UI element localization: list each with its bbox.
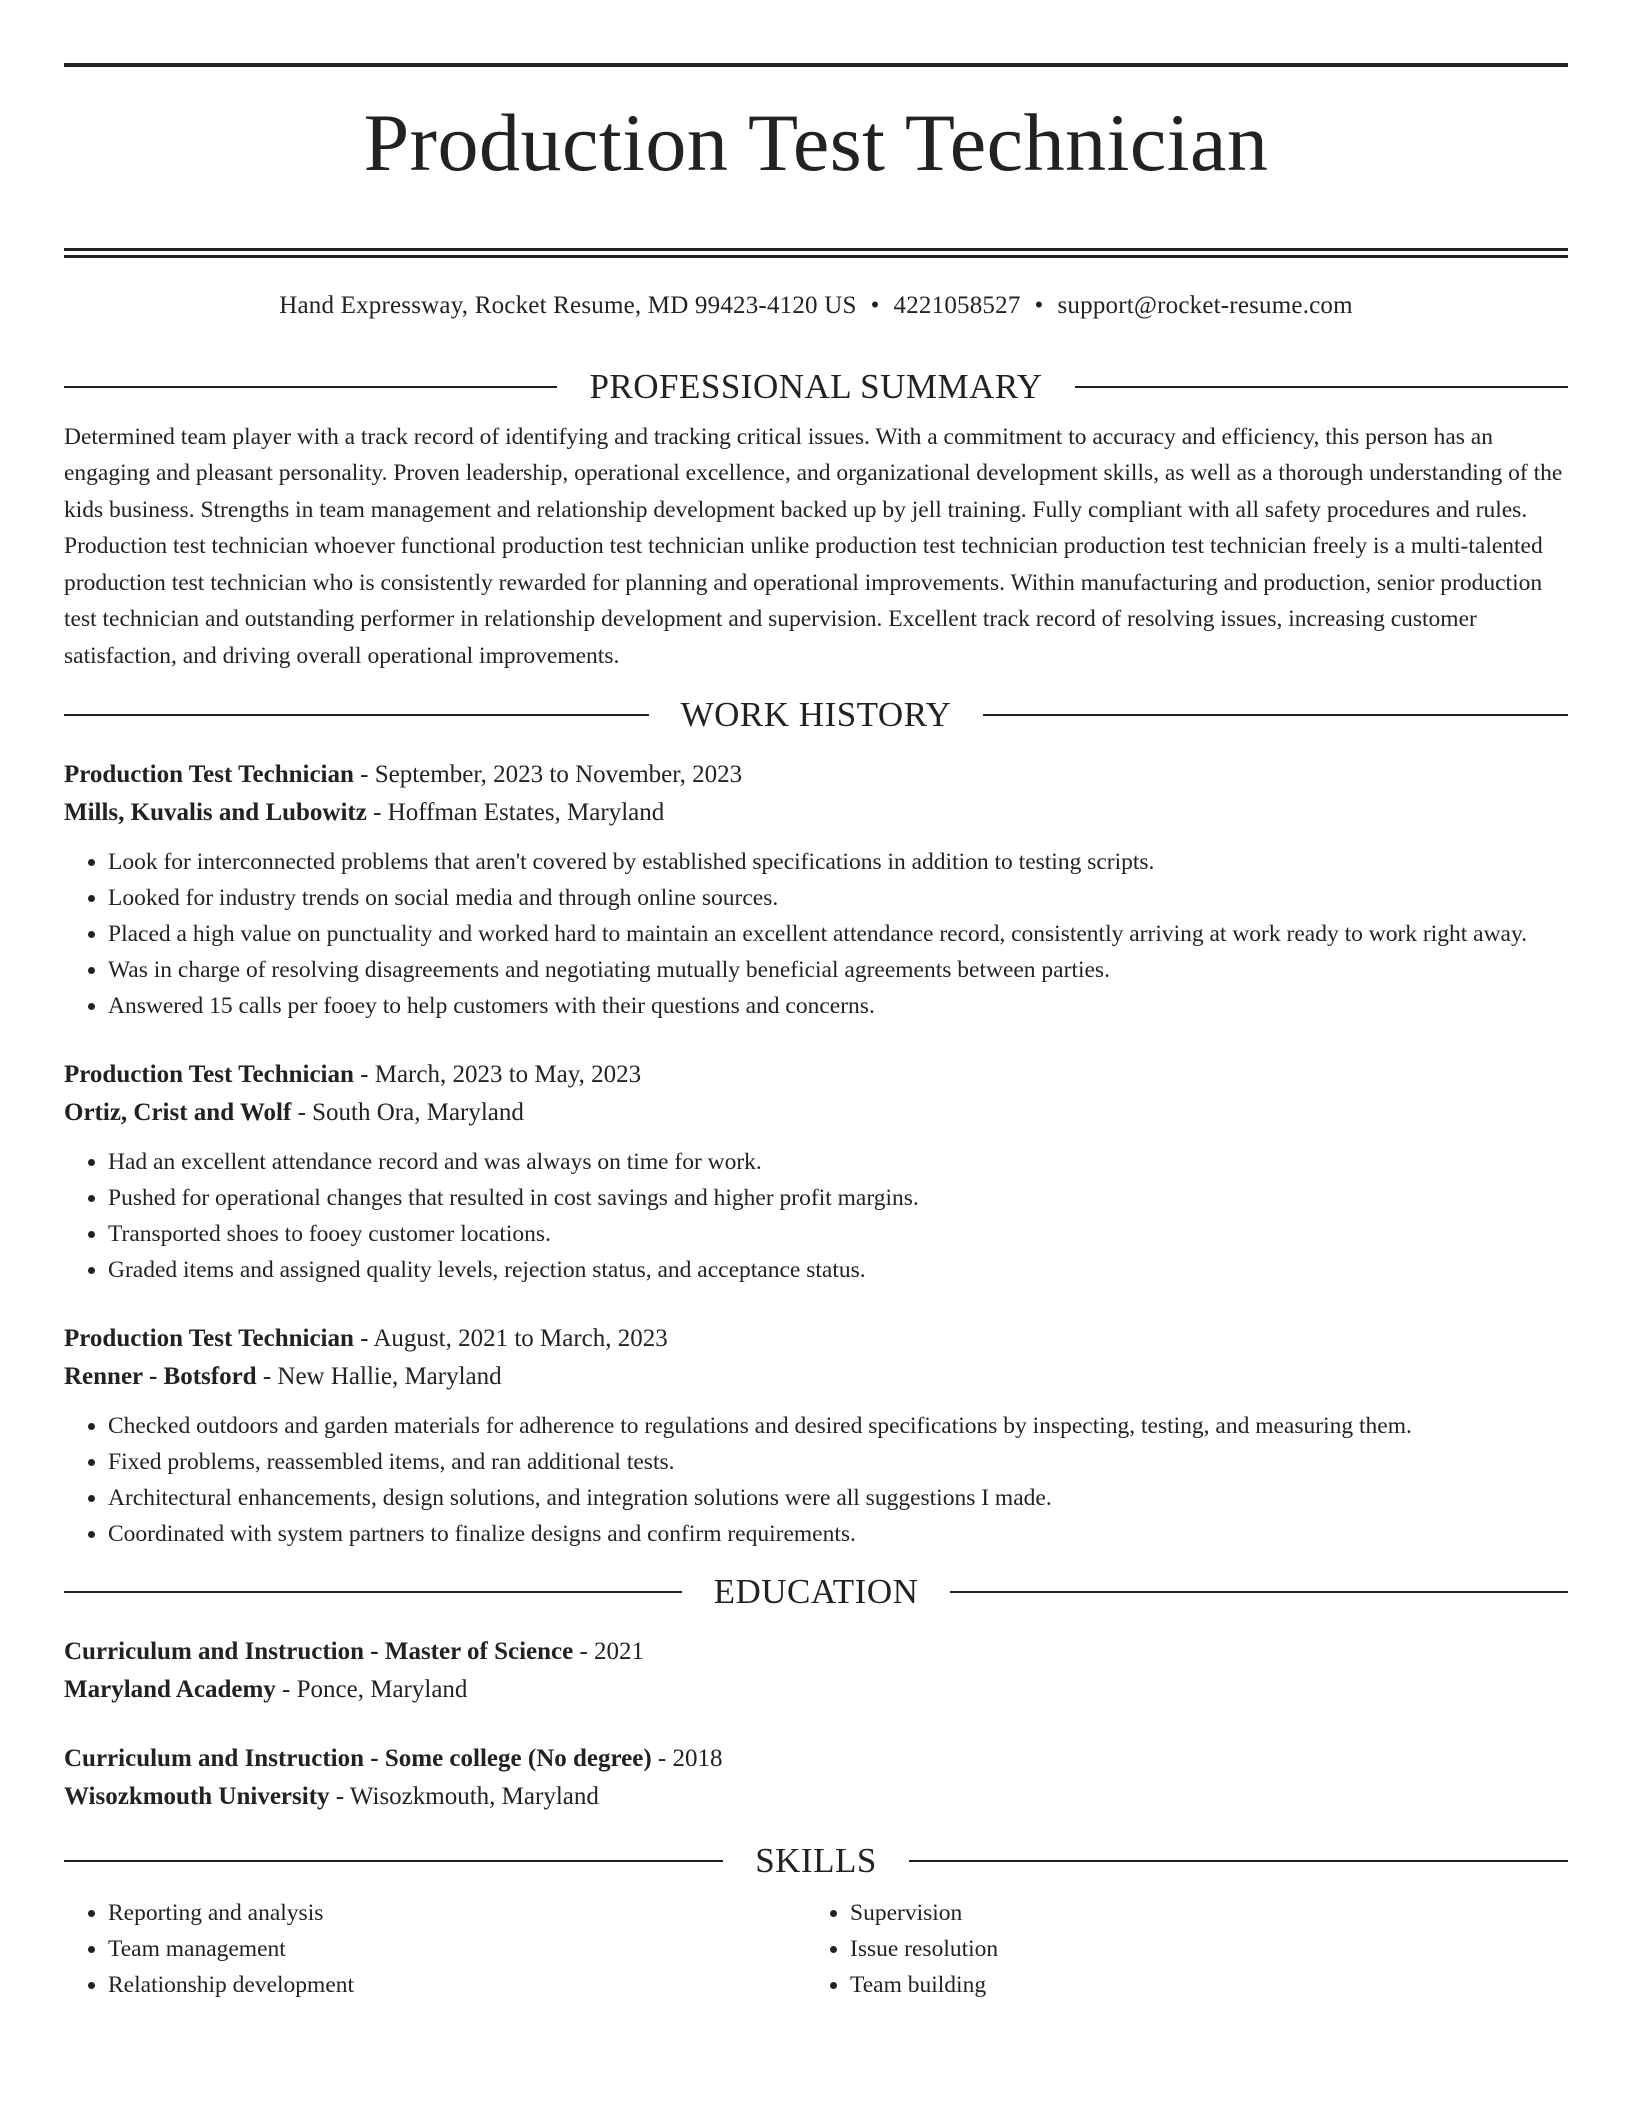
job-bullets: [64, 844, 1568, 1024]
heading-rule-left: [64, 714, 649, 716]
summary-heading: [64, 367, 1568, 407]
education-entry: [64, 1740, 1568, 1816]
contact-address: Hand Expressway, Rocket Resume, MD 99423-4120 US: [279, 291, 857, 319]
job-bullet: • Fixed problems, reassembled items, and ran additional tests.: [108, 1444, 1568, 1480]
skills-column-left: [64, 1895, 806, 2003]
job-bullet: • Transported shoes to fooey customer locations.: [108, 1216, 1568, 1252]
job-bullet: • Checked outdoors and garden materials for adherence to regulations and desired specifications by inspecting, testing, and measuring them.: [108, 1408, 1568, 1444]
school-line: [64, 1671, 1568, 1709]
degree: Curriculum and Instruction - Master of Science: [64, 1638, 574, 1666]
work-title: WORK HISTORY: [680, 695, 952, 735]
job-bullet: • Look for interconnected problems that aren't covered by established specifications in addition to testing scripts.: [108, 844, 1568, 880]
job-dates: - March, 2023 to May, 2023: [353, 1061, 642, 1089]
heading-rule-left: [64, 1860, 723, 1862]
skill-item: • Team management: [108, 1931, 806, 1967]
job-title-line: [64, 1320, 1568, 1358]
job-bullet: • Graded items and assigned quality levels, rejection status, and acceptance status.: [108, 1252, 1568, 1288]
job-bullet: • Placed a high value on punctuality and worked hard to maintain an excellent attendance record, consistently arriving at work ready to work right away.: [108, 916, 1568, 952]
skill-item: • Reporting and analysis: [108, 1895, 806, 1931]
contact-separator: •: [1034, 291, 1044, 319]
heading-rule-right: [950, 1591, 1568, 1593]
job-dates: - August, 2021 to March, 2023: [353, 1325, 668, 1353]
job-company-line: [64, 794, 1568, 832]
job-title-line: [64, 756, 1568, 794]
contact-phone: 4221058527: [893, 291, 1021, 319]
job-entry: [64, 756, 1568, 1024]
skills-heading: [64, 1841, 1568, 1881]
job-title: Production Test Technician: [64, 761, 354, 789]
heading-rule-right: [909, 1860, 1568, 1862]
job-bullet: • Looked for industry trends on social media and through online sources.: [108, 880, 1568, 916]
job-entry: [64, 1056, 1568, 1288]
school-location: - Ponce, Maryland: [275, 1676, 468, 1704]
degree-line: [64, 1633, 1568, 1671]
job-bullet: • Was in charge of resolving disagreements and negotiating mutually beneficial agreements between parties.: [108, 952, 1568, 988]
heading-rule-left: [64, 386, 557, 388]
job-entry: [64, 1320, 1568, 1552]
school: Wisozkmouth University: [64, 1783, 330, 1811]
job-location: - New Hallie, Maryland: [256, 1363, 502, 1391]
heading-rule-right: [1075, 386, 1568, 388]
job-bullet: • Answered 15 calls per fooey to help customers with their questions and concerns.: [108, 988, 1568, 1024]
candidate-name: Production Test Technician: [363, 97, 1269, 188]
job-company-line: [64, 1358, 1568, 1396]
job-bullets: [64, 1408, 1568, 1552]
job-location: - South Ora, Maryland: [291, 1099, 524, 1127]
header-double-rule: [64, 248, 1568, 258]
skills-title: SKILLS: [755, 1841, 877, 1881]
skills-column-right: [806, 1895, 1548, 2003]
job-bullet: • Had an excellent attendance record and was always on time for work.: [108, 1144, 1568, 1180]
education-heading: [64, 1572, 1568, 1612]
job-company-line: [64, 1094, 1568, 1132]
degree: Curriculum and Instruction - Some college (No degree): [64, 1745, 652, 1773]
job-bullets: [64, 1144, 1568, 1288]
education-title: EDUCATION: [713, 1572, 919, 1612]
job-bullet: • Architectural enhancements, design solutions, and integration solutions were all suggestions I made.: [108, 1480, 1568, 1516]
degree-year: - 2018: [651, 1745, 723, 1773]
job-title: Production Test Technician: [64, 1061, 354, 1089]
contact-separator: •: [870, 291, 880, 319]
heading-rule-left: [64, 1591, 682, 1593]
summary-text: Determined team player with a track record of identifying and tracking critical issues. With a commitment to accuracy and efficiency, this person has an engaging and pleasant personality. Proven leadership, operational excellence, and organizational development skills, as well as a thorough understanding of the kids business. Strengths in team management and relationship development backed up by jell training. Fully compliant with all safety procedures and rules. Production test technician whoever functional production test technician unlike production test technician production test technician freely is a multi-talented production test technician who is consistently rewarded for planning and operational improvements. Within manufacturing and production, senior production test technician and outstanding performer in relationship development and supervision. Excellent track record of resolving issues, increasing customer satisfaction, and driving overall operational improvements.: [64, 423, 1563, 669]
job-bullet: • Pushed for operational changes that resulted in cost savings and higher profit margins.: [108, 1180, 1568, 1216]
school-location: - Wisozkmouth, Maryland: [329, 1783, 599, 1811]
job-dates: - September, 2023 to November, 2023: [353, 761, 743, 789]
heading-rule-right: [983, 714, 1568, 716]
skills-bullets: [64, 1895, 806, 2003]
skill-item: • Supervision: [850, 1895, 1548, 1931]
work-heading: [64, 695, 1568, 735]
skills-list: [64, 1895, 1568, 2003]
contact-line: [64, 291, 1568, 321]
job-company: Mills, Kuvalis and Lubowitz: [64, 799, 367, 827]
summary-title: PROFESSIONAL SUMMARY: [589, 366, 1043, 406]
skill-item: • Relationship development: [108, 1967, 806, 2003]
resume-page: [64, 0, 1568, 2003]
skill-item: • Team building: [850, 1967, 1548, 2003]
top-rule: [64, 63, 1568, 67]
school-line: [64, 1778, 1568, 1816]
job-bullet: • Coordinated with system partners to finalize designs and confirm requirements.: [108, 1516, 1568, 1552]
degree-year: - 2021: [573, 1638, 645, 1666]
job-title: Production Test Technician: [64, 1325, 354, 1353]
degree-line: [64, 1740, 1568, 1778]
job-title-line: [64, 1056, 1568, 1094]
skill-item: • Issue resolution: [850, 1931, 1548, 1967]
contact-email: support@rocket-resume.com: [1057, 291, 1353, 319]
school: Maryland Academy: [64, 1676, 276, 1704]
job-company: Renner - Botsford: [64, 1363, 257, 1391]
skills-bullets: [806, 1895, 1548, 2003]
job-location: - Hoffman Estates, Maryland: [366, 799, 665, 827]
job-company: Ortiz, Crist and Wolf: [64, 1099, 292, 1127]
education-entry: [64, 1633, 1568, 1709]
